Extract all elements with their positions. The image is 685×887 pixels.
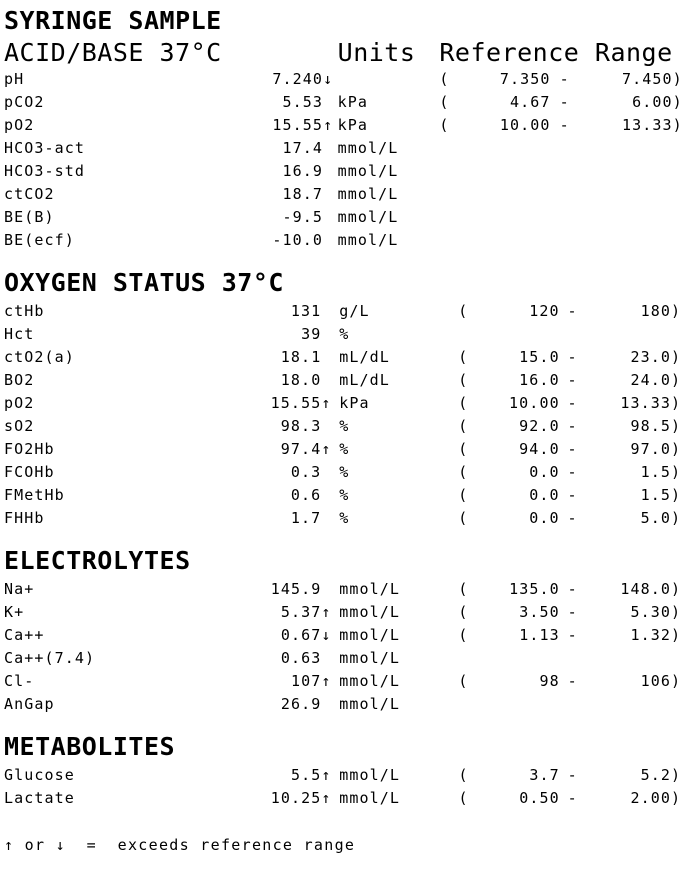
ref-close-paren: ) [672, 70, 683, 88]
ref-high: 180 [640, 302, 671, 320]
ref-high: 97.0 [630, 440, 671, 458]
row-value: 18.7 [282, 185, 324, 203]
ref-dash: - [567, 394, 578, 412]
ref-low: 10.00 [509, 394, 560, 412]
ref-close-paren: ) [672, 93, 683, 111]
ref-dash: - [567, 509, 578, 527]
row-label: ctHb [4, 302, 45, 320]
row-flag: ↑ [321, 440, 332, 458]
row-units: % [339, 486, 350, 504]
row-label: Hct [4, 325, 35, 343]
row-value: 5.5 [290, 766, 322, 784]
row-units: mmol/L [339, 766, 401, 784]
row-units: kPa [337, 93, 369, 111]
table-row [4, 764, 685, 787]
table-row [4, 369, 685, 392]
table-row [4, 787, 685, 810]
ref-low: 0.0 [529, 486, 560, 504]
row-units: mmol/L [337, 162, 399, 180]
ref-close-paren: ) [670, 603, 682, 621]
ref-close-paren: ) [670, 672, 682, 690]
ref-close-paren: ) [671, 394, 682, 412]
row-value: 17.4 [282, 139, 324, 157]
ref-low: 0.50 [519, 789, 560, 807]
row-label: Ca++ [4, 626, 45, 644]
row-value: 145.9 [270, 580, 322, 598]
row-label: FHHb [4, 509, 45, 527]
row-label: BE(ecf) [4, 231, 75, 249]
ref-open-paren: ( [458, 486, 469, 504]
row-label: Glucose [4, 766, 75, 784]
row-label: K+ [4, 603, 25, 621]
ref-open-paren: ( [458, 603, 469, 621]
ref-close-paren: ) [670, 626, 682, 644]
row-label: HCO3-std [4, 162, 86, 180]
ref-open-paren: ( [458, 789, 469, 807]
ref-low: 92.0 [519, 417, 560, 435]
ref-open-paren: ( [458, 509, 469, 527]
row-label: FMetHb [4, 486, 65, 504]
row-units: mmol/L [339, 695, 401, 713]
table-row [4, 346, 685, 369]
table-row [4, 206, 685, 229]
table-row [4, 183, 685, 206]
ref-open-paren: ( [458, 371, 469, 389]
table-row [4, 461, 685, 484]
ref-open-paren: ( [458, 766, 469, 784]
ref-high: 5.30 [630, 603, 671, 621]
row-label: ctO2(a) [4, 348, 75, 366]
row-label: FO2Hb [4, 440, 55, 458]
row-label: sO2 [4, 417, 35, 435]
ref-dash: - [567, 789, 578, 807]
row-label: Cl- [4, 672, 35, 690]
section-title-acid-base: ACID/BASE 37°C [4, 38, 222, 67]
table-row [4, 229, 685, 252]
table-row [4, 323, 685, 346]
row-value: 26.9 [280, 695, 322, 713]
row-flag [323, 137, 338, 160]
row-units: mmol/L [339, 580, 401, 598]
ref-open-paren: ( [458, 463, 469, 481]
row-value: 0.63 [280, 649, 322, 667]
row-flag [323, 91, 338, 114]
ref-high: 148.0 [620, 580, 671, 598]
ref-open-paren: ( [439, 70, 450, 88]
ref-high: 6.00 [632, 93, 673, 111]
ref-high: 13.33 [622, 116, 673, 134]
row-units: % [339, 463, 350, 481]
ref-close-paren: ) [671, 371, 682, 389]
table-row [4, 670, 685, 693]
ref-dash: - [567, 486, 578, 504]
ref-low: 15.0 [519, 348, 560, 366]
section-title-oxygen-status: OXYGEN STATUS 37°C [4, 268, 284, 297]
ref-low: 0.0 [529, 463, 560, 481]
ref-low: 3.7 [529, 766, 560, 784]
row-label: pH [4, 70, 25, 88]
row-flag: ↑ [321, 394, 332, 412]
ref-high: 1.5 [640, 486, 671, 504]
row-flag [321, 578, 339, 601]
ref-high: 23.0 [630, 348, 671, 366]
ref-low: 135.0 [509, 580, 560, 598]
ref-close-paren: ) [672, 116, 683, 134]
row-flag: ↓ [321, 626, 332, 644]
column-header-row [4, 38, 685, 68]
row-units: g/L [339, 302, 370, 320]
ref-low: 16.0 [519, 371, 560, 389]
row-flag: ↓ [323, 70, 334, 88]
ref-high: 106 [640, 672, 671, 690]
row-units: mmol/L [337, 139, 399, 157]
row-flag [323, 206, 338, 229]
ref-low: 4.67 [510, 93, 551, 111]
table-row [4, 624, 685, 647]
ref-high: 98.5 [630, 417, 671, 435]
ref-high: 5.2 [640, 766, 671, 784]
ref-close-paren: ) [670, 580, 682, 598]
ref-low: 98 [539, 672, 560, 690]
ref-close-paren: ) [671, 302, 682, 320]
ref-low: 94.0 [519, 440, 560, 458]
row-units: mL/dL [339, 348, 390, 366]
row-label: AnGap [4, 695, 55, 713]
row-flag: ↑ [321, 603, 332, 621]
row-units: mmol/L [339, 789, 401, 807]
row-value: 18.0 [280, 371, 322, 389]
row-value: 7.240 [272, 70, 324, 88]
ref-dash: - [567, 417, 578, 435]
row-units: % [339, 509, 350, 527]
table-row [4, 160, 685, 183]
row-flag: ↑ [321, 789, 332, 807]
ref-dash: - [559, 70, 570, 88]
row-units: mmol/L [337, 231, 399, 249]
ref-low: 3.50 [519, 603, 560, 621]
ref-dash: - [567, 302, 578, 320]
row-flag [321, 693, 339, 716]
row-flag [321, 323, 339, 346]
ref-open-paren: ( [458, 348, 469, 366]
row-flag: ↑ [323, 116, 334, 134]
row-label: BO2 [4, 371, 35, 389]
ref-dash: - [567, 348, 578, 366]
row-units: mL/dL [339, 371, 390, 389]
ref-close-paren: ) [670, 766, 682, 784]
ref-close-paren: ) [671, 417, 682, 435]
row-value: 5.37 [280, 603, 322, 621]
row-value: 131 [290, 302, 322, 320]
row-label: Lactate [4, 789, 75, 807]
section-electrolytes [4, 578, 685, 716]
ref-close-paren: ) [671, 440, 682, 458]
row-value: 18.1 [280, 348, 322, 366]
ref-high: 2.00 [630, 789, 671, 807]
ref-close-paren: ) [671, 486, 682, 504]
row-flag: ↑ [321, 766, 332, 784]
row-value: 15.55 [272, 116, 324, 134]
row-flag [321, 346, 339, 369]
table-row [4, 507, 685, 530]
row-units: mmol/L [339, 626, 401, 644]
table-row [4, 484, 685, 507]
row-flag [321, 415, 339, 438]
ref-low: 1.13 [519, 626, 560, 644]
row-units: mmol/L [339, 672, 401, 690]
row-flag [321, 300, 339, 323]
ref-close-paren: ) [671, 348, 682, 366]
ref-dash: - [567, 371, 578, 389]
row-flag [321, 647, 339, 670]
row-flag [321, 484, 339, 507]
row-units: mmol/L [337, 208, 399, 226]
ref-dash: - [567, 463, 578, 481]
ref-dash: - [567, 766, 578, 784]
ref-dash: - [559, 116, 570, 134]
row-label: BE(B) [4, 208, 55, 226]
row-value: 98.3 [280, 417, 322, 435]
row-label: ctCO2 [4, 185, 55, 203]
row-label: pCO2 [4, 93, 45, 111]
section-metabolites [4, 764, 685, 810]
ref-dash: - [567, 626, 578, 644]
section-oxygen-status [4, 300, 685, 530]
row-flag [323, 160, 338, 183]
row-units: kPa [337, 116, 369, 134]
row-flag [323, 229, 338, 252]
table-row [4, 438, 685, 461]
row-value: 0.67 [280, 626, 322, 644]
table-row [4, 415, 685, 438]
footer-note: ↑ or ↓ = exceeds reference range [4, 836, 356, 854]
row-value: 16.9 [282, 162, 324, 180]
row-label: pO2 [4, 394, 35, 412]
ref-dash: - [567, 440, 578, 458]
row-units: mmol/L [339, 649, 401, 667]
section-title-electrolytes: ELECTROLYTES [4, 546, 191, 575]
table-row [4, 578, 685, 601]
table-row [4, 601, 685, 624]
ref-open-paren: ( [458, 580, 469, 598]
ref-low: 7.350 [499, 70, 551, 88]
row-flag [321, 461, 339, 484]
row-value: 1.7 [290, 509, 322, 527]
ref-low: 0.0 [529, 509, 560, 527]
row-value: 10.25 [270, 789, 322, 807]
ref-low: 10.00 [499, 116, 551, 134]
ref-dash: - [559, 93, 570, 111]
row-units: % [339, 440, 350, 458]
row-label: Na+ [4, 580, 35, 598]
ref-high: 5.0 [640, 509, 671, 527]
ref-open-paren: ( [458, 302, 469, 320]
ref-open-paren: ( [458, 672, 469, 690]
ref-open-paren: ( [458, 417, 469, 435]
row-value: 0.6 [290, 486, 322, 504]
table-row [4, 137, 685, 160]
row-units: % [339, 325, 350, 343]
row-label: Ca++(7.4) [4, 649, 96, 667]
table-row [4, 647, 685, 670]
row-units: kPa [339, 394, 370, 412]
ref-dash: - [567, 672, 578, 690]
row-flag [321, 369, 339, 392]
ref-dash: - [567, 603, 578, 621]
ref-high: 1.5 [640, 463, 671, 481]
section-title-metabolites: METABOLITES [4, 732, 176, 761]
row-value: -10.0 [272, 231, 324, 249]
ref-high: 1.32 [630, 626, 671, 644]
ref-close-paren: ) [671, 463, 682, 481]
ref-dash: - [567, 580, 578, 598]
ref-open-paren: ( [439, 93, 450, 111]
row-label: FCOHb [4, 463, 55, 481]
row-units: % [339, 417, 350, 435]
row-value: 107 [290, 672, 322, 690]
table-row [4, 68, 685, 91]
ref-open-paren: ( [458, 626, 469, 644]
row-flag [321, 507, 339, 530]
table-row [4, 300, 685, 323]
ref-open-paren: ( [458, 440, 469, 458]
row-value: 5.53 [282, 93, 324, 111]
column-header-units: Units [337, 38, 416, 67]
row-value: -9.5 [282, 208, 324, 226]
row-units: mmol/L [339, 603, 401, 621]
row-value: 15.55 [270, 394, 322, 412]
row-label: pO2 [4, 116, 35, 134]
ref-open-paren: ( [439, 116, 450, 134]
ref-high: 13.33 [620, 394, 671, 412]
ref-close-paren: ) [670, 789, 682, 807]
table-row [4, 693, 685, 716]
section-acid-base [4, 38, 685, 252]
ref-high: 24.0 [630, 371, 671, 389]
ref-open-paren: ( [458, 394, 469, 412]
ref-high: 7.450 [622, 70, 673, 88]
page-title: SYRINGE SAMPLE [4, 6, 222, 35]
table-row [4, 392, 685, 415]
row-value: 97.4 [280, 440, 322, 458]
row-value: 0.3 [290, 463, 322, 481]
row-flag [323, 183, 338, 206]
row-value: 39 [301, 325, 322, 343]
row-units [338, 68, 440, 91]
ref-low: 120 [529, 302, 560, 320]
table-row [4, 91, 685, 114]
table-row [4, 114, 685, 137]
row-label: HCO3-act [4, 139, 86, 157]
ref-close-paren: ) [671, 509, 682, 527]
row-units: mmol/L [337, 185, 399, 203]
row-flag: ↑ [321, 672, 332, 690]
column-header-reference-range: Reference Range [439, 38, 673, 67]
